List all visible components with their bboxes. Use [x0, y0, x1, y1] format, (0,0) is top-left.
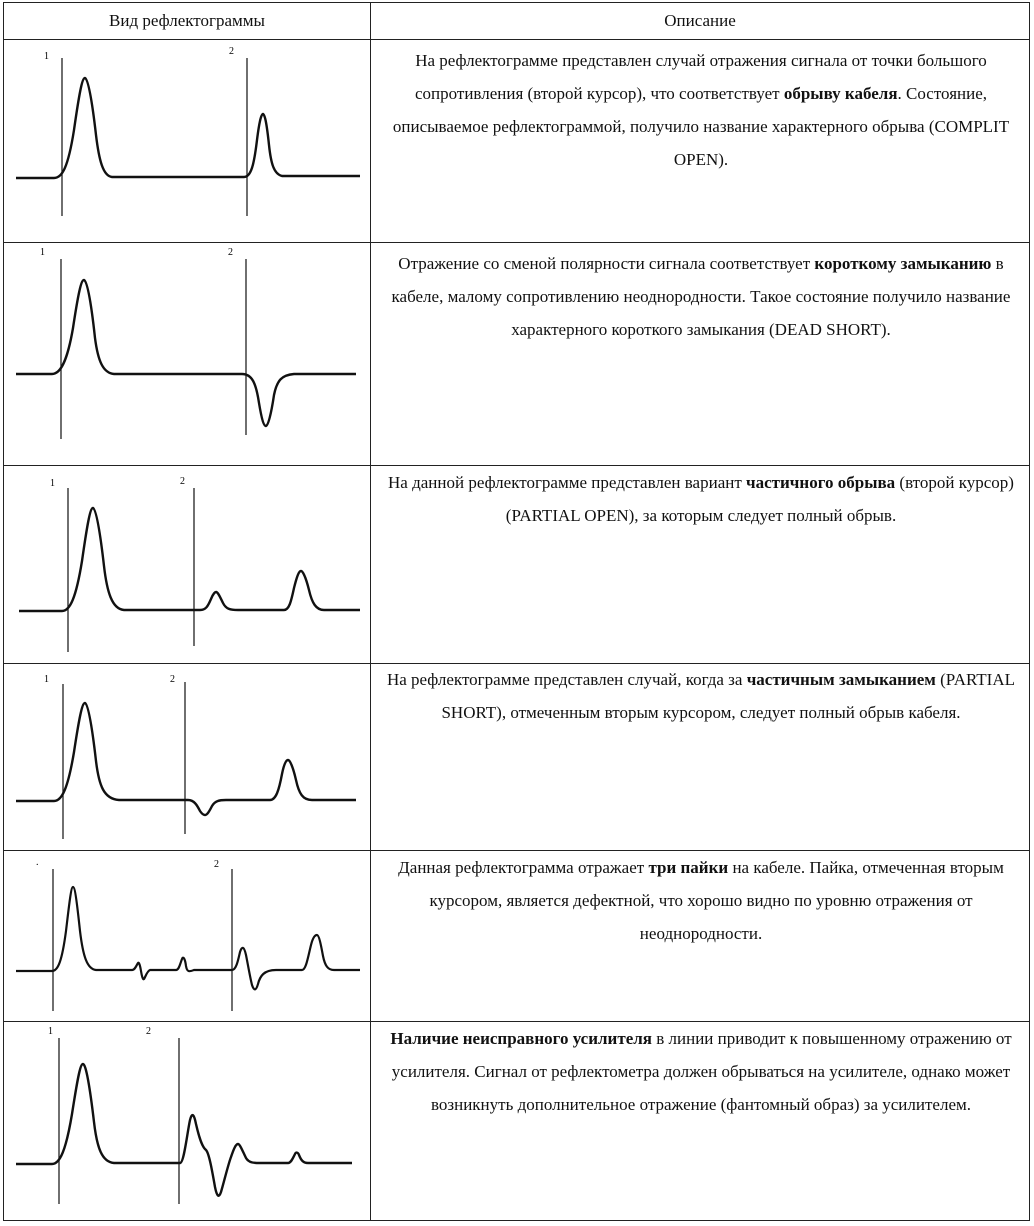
reflectogram-partial-open — [4, 466, 370, 663]
signal-trace — [16, 703, 356, 815]
cursor-2-label: 2 — [214, 859, 219, 870]
reflectogram-short — [4, 243, 370, 465]
cursor-1-label: 1 — [40, 247, 45, 258]
row-6-description — [380, 1022, 1022, 1121]
reflectogram-amplifier — [4, 1022, 370, 1220]
reflectogram-table — [3, 2, 1030, 1221]
description-emphasis: частичного обрыва — [746, 473, 896, 492]
description-text: На рефлектограмме представлен случай, когда за — [386, 670, 747, 689]
cursor-2-label: 2 — [228, 247, 233, 258]
description-emphasis: три пайки — [648, 858, 729, 877]
description-text: Отражение со сменой полярности сигнала соответствует — [398, 254, 815, 273]
cursor-2-label: 2 — [170, 674, 175, 685]
cursor-2-label: 2 — [229, 46, 234, 57]
cursor-2-label: 2 — [146, 1026, 151, 1037]
reflectogram-splices — [4, 851, 370, 1021]
cursor-1-label: 1 — [44, 674, 49, 685]
description-emphasis: частичным замыканием — [746, 670, 936, 689]
description-text: . Состояние, описываемое рефлектограммой, получило название характерного обрыва (COMPLIT OPEN). — [392, 84, 1010, 169]
row-4-description — [380, 663, 1022, 729]
description-emphasis: короткому замыканию — [814, 254, 992, 273]
description-text: в линии приводит к повышенному отражению от усилителя. Сигнал от рефлектометра должен обрываться на усилителе, однако может возникнуть дополнительное отражение (фантомный образ) за усилителем. — [391, 1029, 1012, 1114]
row-2-description — [380, 247, 1022, 346]
row-5-description — [380, 851, 1022, 950]
signal-trace — [16, 887, 360, 989]
reflectogram-open — [4, 40, 370, 242]
signal-trace — [16, 1064, 352, 1196]
description-text: на кабеле. Пайка, отмеченная вторым курсором, является дефектной, что хорошо видно по уровню отражения от неоднородности. — [429, 858, 1004, 943]
signal-trace — [19, 508, 360, 611]
description-text: На данной рефлектограмме представлен вариант — [388, 473, 747, 492]
description-text: (второй курсор) (PARTIAL OPEN), за которым следует полный обрыв. — [505, 473, 1014, 525]
row-3-description — [380, 466, 1022, 532]
signal-trace — [16, 78, 360, 178]
column-divider — [370, 3, 371, 1220]
cursor-2-label: 2 — [180, 476, 185, 487]
cursor-1-label: 1 — [50, 478, 55, 489]
description-text: (PARTIAL SHORT), отмеченным вторым курсором, следует полный обрыв кабеля. — [441, 670, 1015, 722]
reflectogram-partial-short — [4, 664, 370, 850]
description-emphasis: обрыву кабеля — [783, 84, 898, 103]
description-emphasis: Наличие неисправного усилителя — [390, 1029, 652, 1048]
header-col-description: Описание — [664, 11, 736, 30]
signal-trace — [16, 280, 356, 426]
cursor-1-label: . — [36, 857, 39, 868]
description-text: в кабеле, малому сопротивлению неоднородности. Такое состояние получило название характерного короткого замыкания (DEAD SHORT). — [391, 254, 1011, 339]
cursor-1-label: 1 — [44, 51, 49, 62]
header-col-view: Вид рефлектограммы — [109, 11, 265, 30]
description-text: На рефлектограмме представлен случай отражения сигнала от точки большого сопротивления (второй курсор), что соответствует — [414, 51, 987, 103]
description-text: Данная рефлектограмма отражает — [398, 858, 649, 877]
row-1-description — [380, 44, 1022, 176]
cursor-1-label: 1 — [48, 1026, 53, 1037]
